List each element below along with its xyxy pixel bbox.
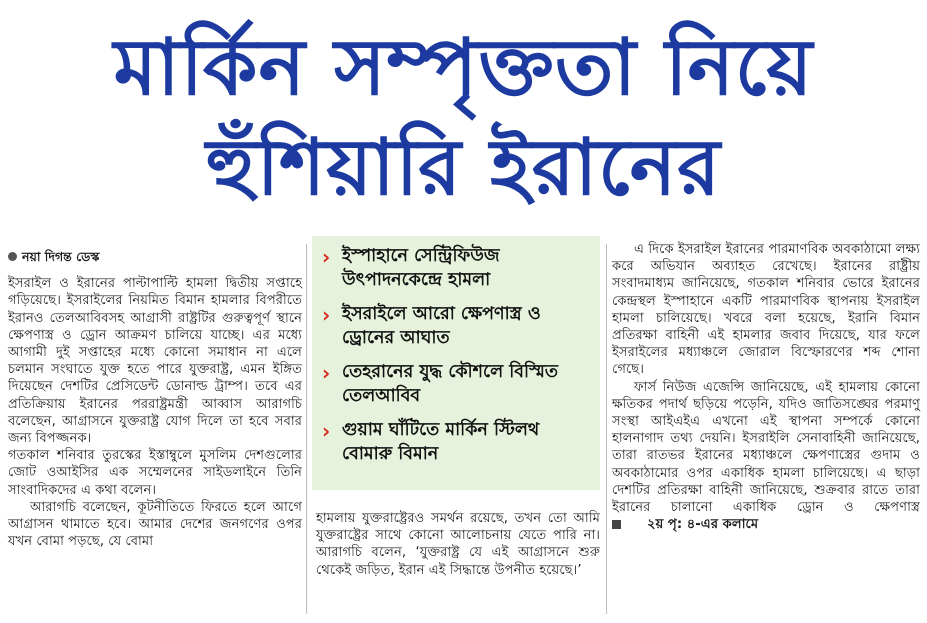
headline-line-2: হুঁশিয়ারি ইরানের: [205, 123, 722, 213]
highlight-text: গুয়াম ঘাঁটিতে মার্কিন স্টিলথ বোমারু বিমান: [342, 420, 540, 464]
paragraph: এ দিকে ইসরাইল ইরানের পারমাণবিক অবকাঠামো লক্ষ্য করে অভিযান অব্যাহত রেখেছে। ইরানের রাষ্ট্রীয় সংবাদমাধ্যম জানিয়েছে, গতকাল শনিবার ভোরে ইরানের কেন্দ্রস্থল ইস্পাহানে একটি পারমাণবিক স্থাপনায় ইসরাইল হামলা চালিয়েছে। খবরে বলা হয়েছে, ইরানি বিমান প্রতিরক্ষা বাহিনী এই হামলার জবাব দিয়েছে, যার ফলে ইসরাইলের মধ্যাঞ্চলে জোরাল বিস্ফোরণের শব্দ শোনা গেছে।: [612, 242, 920, 378]
highlight-item: [322, 302, 594, 350]
article-column-2: [316, 510, 600, 579]
article-column-1: [8, 248, 302, 550]
highlights-box: [312, 236, 600, 490]
paragraph: [612, 379, 920, 535]
chevron-right-icon: ›: [322, 245, 331, 269]
square-bullet-icon: [612, 520, 621, 529]
paragraph: গতকাল শনিবার তুরস্কের ইস্তাম্বুলে মুসলিম দেশগুলোর জোট ওআইসির এক সম্মেলনের সাইডলাইনে তিনি সাংবাদিকদের এ কথা বলেন।: [8, 448, 302, 498]
highlight-text: ইস্পাহানে সেন্ট্রিফিউজ উৎপাদনকেন্দ্রে হামলা: [342, 246, 500, 290]
article-column-3: [612, 241, 920, 535]
highlight-text: তেহরানের যুদ্ধ কৌশলে বিস্মিত তেলআবিব: [342, 362, 558, 406]
paragraph: ইসরাইল ও ইরানের পাল্টাপাল্টি হামলা দ্বিতীয় সপ্তাহে গড়িয়েছে। ইসরাইলের নিয়মিত বিমান হামলার বিপরীতে ইরানও তেলআবিবসহ আগ্রাসী রাষ্ট্রটির গুরুত্বপূর্ণ স্থানে ক্ষেপণাস্ত্র ও ড্রোন আক্রমণ চালিয়ে যাচ্ছে। এর মধ্যে আগামী দুই সপ্তাহের মধ্যে কোনো সমাধান না এলে চলমান সংঘাতে যুক্ত হতে পারে যুক্তরাষ্ট্র, এমন ইঙ্গিত দিয়েছেন দেশটির প্রেসিডেন্ট ডোনাল্ড ট্রাম্প। তবে এর প্রতিক্রিয়ায় ইরানের পররাষ্ট্রমন্ত্রী আব্বাস আরাগচি বলেছেন, আগ্রাসনে যুক্তরাষ্ট্র যোগ দিলে তা হবে সবার জন্য বিপজ্জনক।: [8, 276, 302, 447]
column-divider: [306, 244, 307, 614]
highlight-item: [322, 244, 594, 292]
column-divider: [606, 244, 607, 614]
continued-on-link[interactable]: [612, 516, 758, 533]
highlight-item: [322, 418, 594, 466]
chevron-right-icon: ›: [322, 361, 331, 385]
paragraph: আরাগচি বলেছেন, কূটনীতিতে ফিরতে হলে আগে আগ্রাসন থামাতে হবে। আমার দেশের জনগণের ওপর যখন বোমা পড়ছে, যে বোমা: [8, 499, 302, 550]
paragraph-text: ফার্স নিউজ এজেন্সি জানিয়েছে, এই হামলায় কোনো ক্ষতিকর পদার্থ ছড়িয়ে পড়েনি, যদিও জাতিসঙ্ঘের পরমাণু সংস্থা আইএইএ এখনো এই স্থাপনা সম্পর্কে কোনো হালনাগাদ তথ্য দেয়নি। ইসরাইলি সেনাবাহিনী জানিয়েছে, তারা রাতভর ইরানের মধ্যাঞ্চলে ক্ষেপণাস্ত্রের গুদাম ও অবকাঠামোর ওপর একাধিক হামলা চালিয়েছে। এ ছাড়া দেশটির প্রতিরক্ষা বাহিনী জানিয়েছে, শুক্রবার রাতে তারা ইরানের চালানো একাধিক ড্রোন ও ক্ষেপণাস্ত্র: [612, 379, 920, 516]
continued-on-text: ২য় পৃ: ৪-এর কলামে: [647, 517, 759, 533]
chevron-right-icon: ›: [322, 419, 331, 443]
chevron-right-icon: ›: [322, 303, 331, 327]
headline-line-1: মার্কিন সম্পৃক্ততা নিয়ে: [113, 23, 814, 113]
highlight-item: [322, 360, 594, 408]
bullet-icon: [8, 252, 17, 261]
byline: [8, 248, 302, 265]
paragraph: হামলায় যুক্তরাষ্ট্রেরও সমর্থন রয়েছে, তখন তো আমি যুক্তরাষ্ট্রের সাথে কোনো আলোচনায় যেতে পারি না। আরাগচি বলেন, ‘যুক্তরাষ্ট্র যে এই আগ্রাসনে শুরু থেকেই জড়িত, ইরান এই সিদ্ধান্তে উপনীত হয়েছে।’: [316, 511, 600, 578]
byline-text: নয়া দিগন্ত ডেস্ক: [22, 249, 100, 264]
highlight-text: ইসরাইলে আরো ক্ষেপণাস্ত্র ও ড্রোনের আঘাত: [342, 304, 541, 348]
